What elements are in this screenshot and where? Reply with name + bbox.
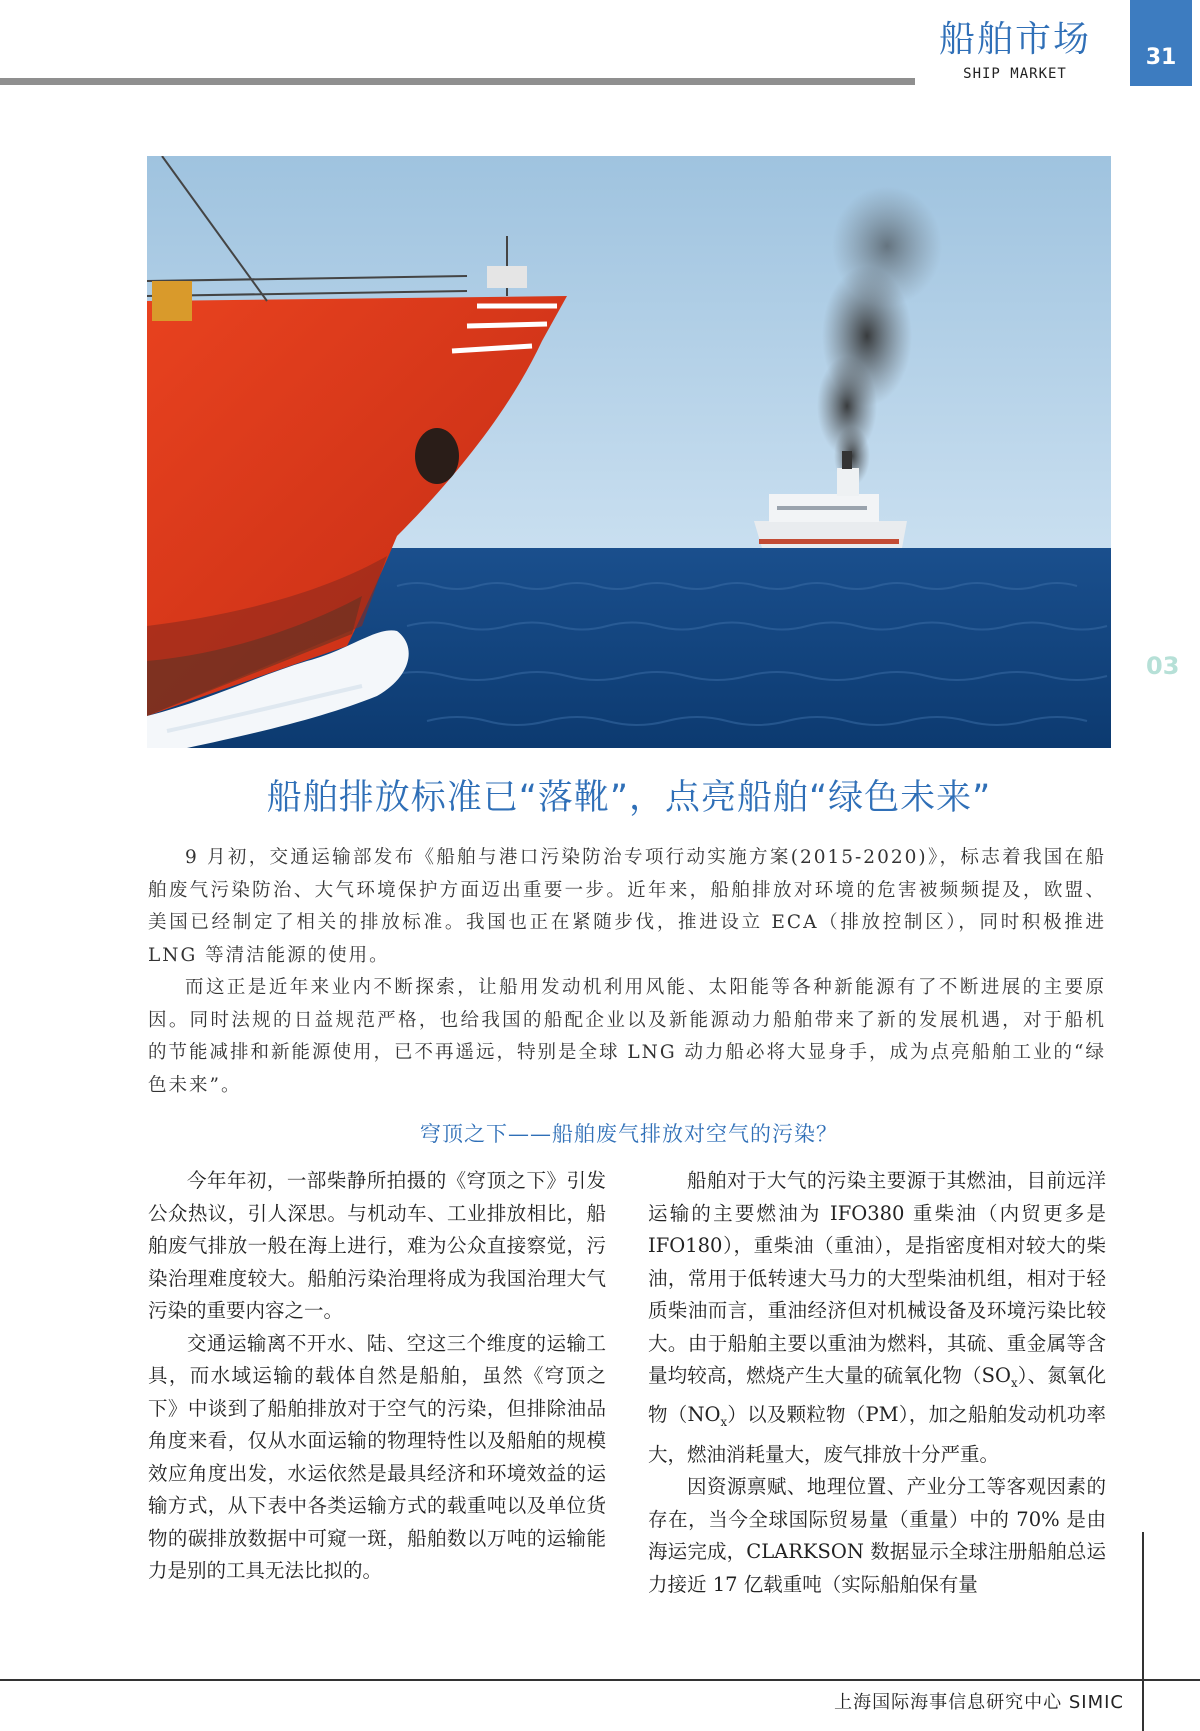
body-text: ）以及颗粒物（PM），加之船舶发动机功率大，燃油消耗量大，废气排放十分严重。: [648, 1403, 1106, 1466]
subscript: x: [720, 1415, 728, 1430]
footer-org: 上海国际海事信息研究中心 SIMIC: [834, 1692, 1124, 1713]
body-paragraph: 交通运输离不开水、陆、空这三个维度的运输工具，而水域运输的载体自然是船舶，虽然《穹顶之下》中谈到了船舶排放对于空气的污染，但排除油品角度来看，仅从水面运输的物理特性以及船舶的规模效应角度出发，水运依然是最具经济和环境效益的运输方式，从下表中各类运输方式的载重吨以及单位货物的碳排放数据中可窥一斑，船舶数以万吨的运输能力是别的工具无法比拟的。: [148, 1331, 606, 1582]
left-column: [148, 1165, 606, 1588]
footer-rule: [0, 1679, 1200, 1681]
body-text: ）、氮氧化物（NO: [648, 1364, 1106, 1427]
body-paragraph: 今年年初，一部柴静所拍摄的《穹顶之下》引发公众热议，引人深思。与机动车、工业排放相比，船舶废气排放一般在海上进行，难为公众直接察觉，污染治理难度较大。船舶污染治理将成为我国治理大气污染的重要内容之一。: [148, 1169, 606, 1322]
header-rule: [0, 78, 915, 85]
subscript: x: [1011, 1375, 1018, 1390]
ship-photo-icon: [147, 156, 1111, 748]
intro-paragraph: 9 月初，交通运输部发布《船舶与港口污染防治专项行动实施方案(2015-2020)》，标志着我国在船舶废气污染防治、大气环境保护方面迈出重要一步。近年来，船舶排放对环境的危害被频频提及，欧盟、美国已经制定了相关的排放标准。我国也正在紧随步伐，推进设立 ECA（排放控制区），同时积极推进 LNG 等清洁能源的使用。: [148, 847, 1106, 966]
side-number: 03: [1146, 652, 1180, 680]
right-column: [648, 1165, 1106, 1601]
article-photo: [147, 156, 1111, 748]
body-text: 船舶对于大气的污染主要源于其燃油，目前远洋运输的主要燃油为 IFO380 重柴油（内贸更多是 IFO180），重柴油（重油），是指密度相对较大的柴油，常用于低转速大马力的大型柴油机组，相对于轻质柴油而言，重油经济但对机械设备及环境污染比较大。由于船舶主要以重油为燃料，其硫、重金属等含量均较高，燃烧产生大量的硫氧化物（SO: [648, 1169, 1106, 1387]
body-paragraph: [648, 1165, 1106, 1471]
section-title: 船舶市场: [938, 19, 1091, 60]
intro-paragraph: 而这正是近年来业内不断探索，让船用发动机利用风能、太阳能等各种新能源有了不断进展的主要原因。同时法规的日益规范严格，也给我国的船配企业以及新能源动力船舶带来了新的发展机遇，对于船机的节能减排和新能源使用，已不再遥远，特别是全球 LNG 动力船必将大显身手，成为点亮船舶工业的“绿色未来”。: [148, 977, 1106, 1096]
page-number: 31: [1130, 0, 1192, 86]
body-paragraph: 因资源禀赋、地理位置、产业分工等客观因素的存在，当今全球国际贸易量（重量）中的 70% 是由海运完成，CLARKSON 数据显示全球注册船舶总运力接近 17 亿载重吨（实际船舶保有量: [648, 1475, 1106, 1596]
article-headline: 船舶排放标准已“落靴”，点亮船舶“绿色未来”: [266, 778, 992, 818]
section-subtitle: SHIP MARKET: [963, 66, 1067, 82]
footer-vertical-rule: [1142, 1532, 1144, 1731]
article-intro: [148, 842, 1106, 1102]
article-subheading: 穹顶之下——船舶废气排放对空气的污染？: [420, 1122, 838, 1146]
